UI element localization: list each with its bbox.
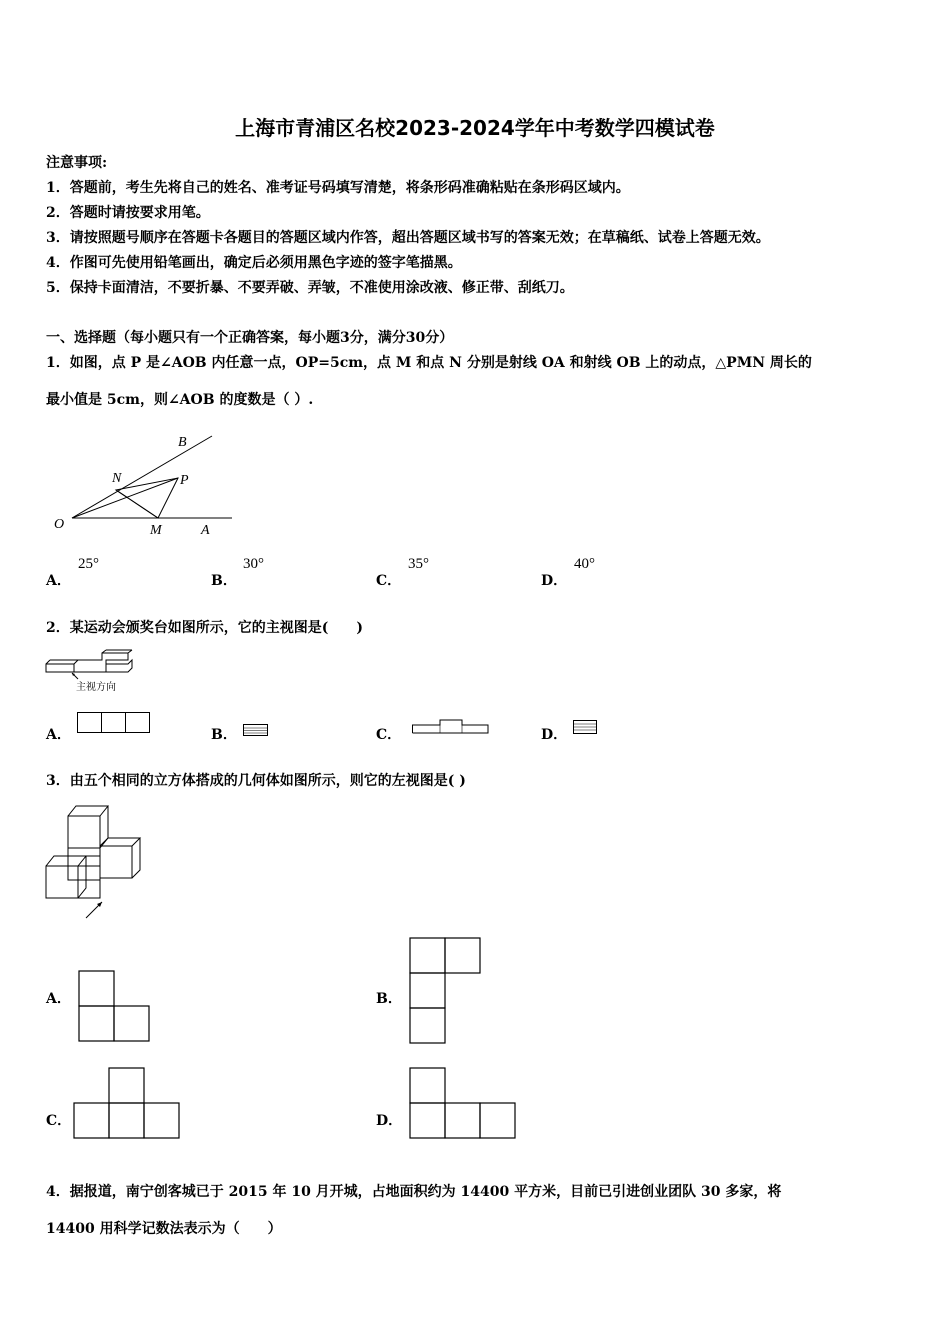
q1-option-a-value: 25° — [78, 556, 99, 572]
q4-text-line2: 14400 用科学记数法表示为（ ） — [46, 1221, 282, 1237]
q2-option-b-shape — [243, 722, 269, 738]
q1-text-line2: 最小值是 5cm，则∠AOB 的度数是（ ）. — [46, 392, 314, 408]
notice-item: 4．作图可先使用铅笔画出，确定后必须用黑色字迹的签字笔描黑。 — [46, 255, 462, 271]
label-a: A — [201, 523, 210, 538]
q1-option-b-letter[interactable]: B． — [211, 573, 237, 589]
label-m: M — [150, 523, 162, 538]
q1-angle-figure — [46, 428, 246, 543]
q1-option-b-value: 30° — [243, 556, 264, 572]
q3-cubes-figure — [44, 800, 148, 924]
q3-option-b-shape — [409, 937, 483, 1046]
q3-option-a-shape — [78, 970, 152, 1044]
q2-option-d-shape — [573, 718, 599, 736]
q2-option-a[interactable]: A． — [46, 727, 71, 743]
q3-text: 3．由五个相同的立方体搭成的几何体如图所示，则它的左视图是( ) — [46, 773, 466, 789]
q1-option-d-letter[interactable]: D． — [541, 573, 568, 589]
q2-direction-caption: 主视方向 — [76, 682, 116, 693]
q2-option-c[interactable]: C． — [376, 727, 402, 743]
section-heading: 一、选择题（每小题只有一个正确答案，每小题3分，满分30分） — [46, 330, 454, 346]
page-title: 上海市青浦区名校2023-2024学年中考数学四模试卷 — [235, 116, 715, 140]
q3-option-c-shape — [73, 1067, 182, 1141]
notice-item: 3．请按照题号顺序在答题卡各题目的答题区域内作答，超出答题区域书写的答案无效；在草稿纸、试卷上答题无效。 — [46, 230, 770, 246]
q2-option-d[interactable]: D． — [541, 727, 568, 743]
q3-option-a[interactable]: A． — [46, 991, 71, 1007]
notice-item: 1．答题前，考生先将自己的姓名、准考证号码填写清楚，将条形码准确粘贴在条形码区域内。 — [46, 180, 630, 196]
q3-option-b[interactable]: B． — [376, 991, 402, 1007]
notice-item: 2．答题时请按要求用笔。 — [46, 205, 210, 221]
q1-text-line1: 1．如图，点 P 是∠AOB 内任意一点，OP=5cm，点 M 和点 N 分别是射线 OA 和射线 OB 上的动点，△PMN 周长的 — [46, 355, 812, 371]
q1-option-c-letter[interactable]: C． — [376, 573, 402, 589]
q2-option-b[interactable]: B． — [211, 727, 237, 743]
q2-option-a-shape — [77, 712, 151, 734]
q2-option-c-shape — [412, 716, 492, 736]
q3-option-c[interactable]: C． — [46, 1113, 72, 1129]
label-b: B — [178, 435, 187, 450]
q4-text-line1: 4．据报道，南宁创客城已于 2015 年 10 月开城，占地面积约为 14400 平方米，目前已引进创业团队 30 多家，将 — [46, 1184, 782, 1200]
q2-podium-figure — [44, 650, 144, 696]
q3-option-d-shape — [409, 1067, 518, 1141]
label-n: N — [112, 471, 122, 486]
label-o: O — [54, 517, 65, 532]
label-p: P — [180, 473, 189, 488]
q1-option-c-value: 35° — [408, 556, 429, 572]
notice-item: 5．保持卡面清洁，不要折暴、不要弄破、弄皱，不准使用涂改液、修正带、刮纸刀。 — [46, 280, 574, 296]
notice-heading: 注意事项: — [46, 155, 108, 171]
q2-text: 2．某运动会颁奖台如图所示，它的主视图是( ) — [46, 620, 363, 636]
q1-option-a-letter[interactable]: A． — [46, 573, 71, 589]
q3-option-d[interactable]: D． — [376, 1113, 403, 1129]
q1-option-d-value: 40° — [574, 556, 595, 572]
